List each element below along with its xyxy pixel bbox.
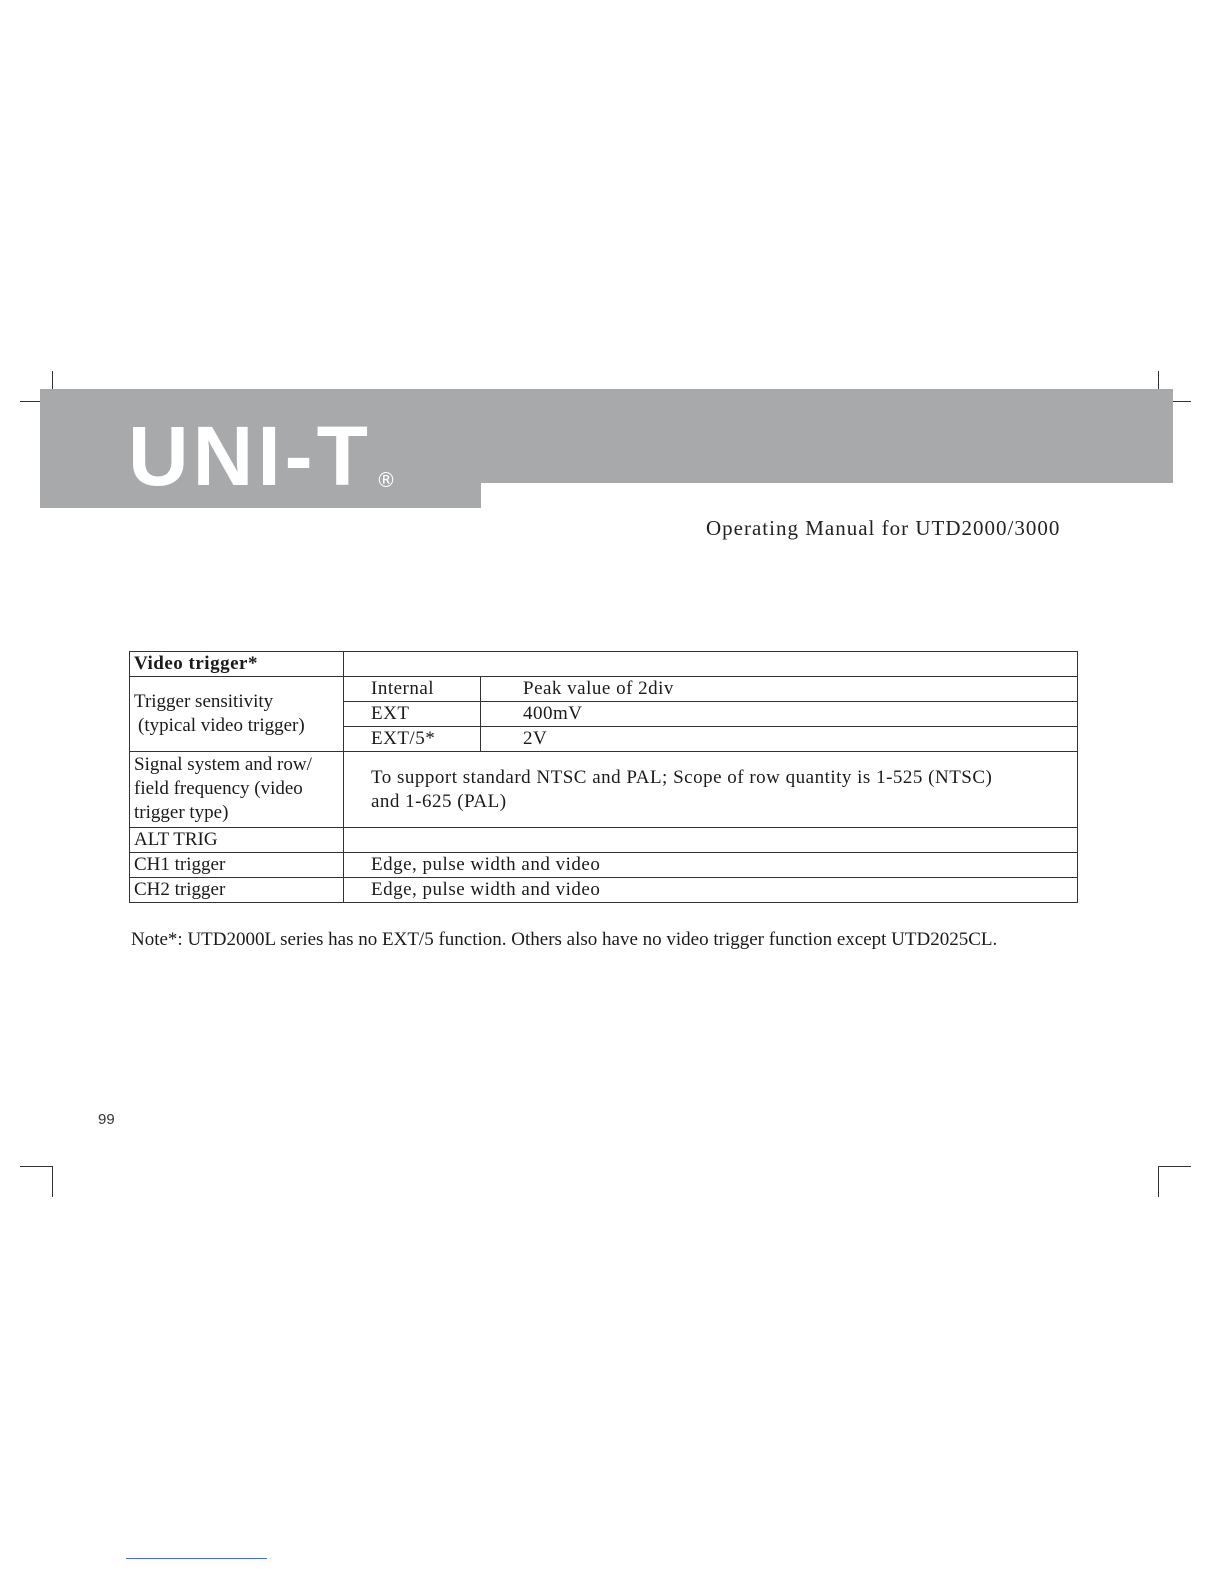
- table-row: [130, 752, 1078, 828]
- page-number: 99: [98, 1111, 115, 1128]
- logo-text: UNI-T: [128, 409, 372, 503]
- brand-logo: [128, 409, 396, 503]
- source-cell: Internal: [344, 677, 481, 702]
- manual-title: Operating Manual for UTD2000/3000: [706, 516, 1061, 540]
- label-line: field frequency (video: [134, 778, 303, 799]
- ch2-trigger-label: CH2 trigger: [130, 878, 344, 903]
- alt-trig-label: ALT TRIG: [130, 828, 344, 853]
- spec-table: [129, 651, 1078, 903]
- label-line: Trigger sensitivity: [134, 691, 274, 712]
- section-title-empty: [344, 652, 1078, 677]
- crop-mark-bottom-right-horizontal: [1158, 1166, 1191, 1167]
- section-title: Video trigger*: [130, 652, 344, 677]
- source-cell: EXT/5*: [344, 727, 481, 752]
- bottom-rule: [126, 1558, 267, 1559]
- value-line: and 1-625 (PAL): [371, 790, 507, 812]
- crop-mark-top-left-horizontal: [20, 401, 40, 402]
- footnote: Note*: UTD2000L series has no EXT/5 function. Others also have no video trigger function except UTD2025CL.: [131, 929, 998, 950]
- ch1-trigger-value: Edge, pulse width and video: [344, 853, 1078, 878]
- table-row: [130, 677, 1078, 702]
- value-cell: 400mV: [481, 702, 1078, 727]
- value-cell: 2V: [481, 727, 1078, 752]
- source-cell: EXT: [344, 702, 481, 727]
- crop-mark-bottom-right-vertical: [1158, 1166, 1159, 1197]
- ch1-trigger-label: CH1 trigger: [130, 853, 344, 878]
- table-row: [130, 878, 1078, 903]
- label-line: trigger type): [134, 802, 229, 823]
- table-row: [130, 853, 1078, 878]
- crop-mark-top-left-vertical: [52, 371, 53, 389]
- value-cell: Peak value of 2div: [481, 677, 1078, 702]
- table-row: [130, 828, 1078, 853]
- signal-system-label: [130, 752, 344, 828]
- signal-system-value: [344, 752, 1078, 828]
- crop-mark-top-right-horizontal: [1173, 401, 1191, 402]
- crop-mark-top-right-vertical: [1158, 371, 1159, 389]
- crop-mark-bottom-left-vertical: [52, 1166, 53, 1197]
- ch2-trigger-value: Edge, pulse width and video: [344, 878, 1078, 903]
- label-line: (typical video trigger): [138, 715, 305, 736]
- value-line: To support standard NTSC and PAL; Scope of row quantity is 1-525 (NTSC): [371, 766, 993, 788]
- alt-trig-value: [344, 828, 1078, 853]
- label-line: Signal system and row/: [134, 754, 312, 775]
- registered-mark: ®: [375, 468, 396, 492]
- trigger-sensitivity-label: [130, 677, 344, 752]
- crop-mark-bottom-left-horizontal: [20, 1166, 53, 1167]
- table-row: [130, 652, 1078, 677]
